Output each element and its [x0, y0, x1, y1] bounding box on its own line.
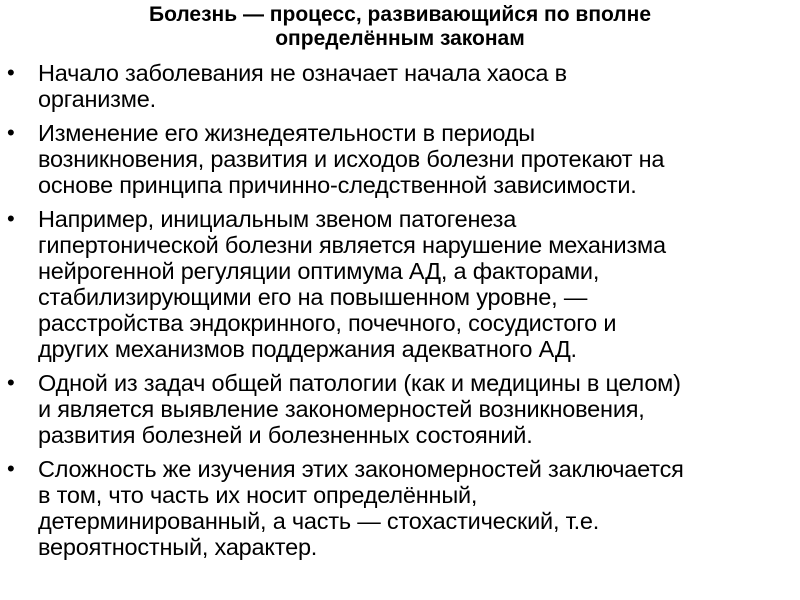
bullet-item: [0, 60, 800, 112]
slide-title: [40, 3, 760, 51]
bullet-text-line: расстройства эндокринного, почечного, сосудистого и: [38, 310, 617, 336]
bullet-text-line: Например, инициальным звеном патогенеза: [38, 206, 517, 232]
bullet-text-line: Одной из задач общей патологии (как и медицины в целом): [38, 370, 681, 396]
bullet-text-line: и является выявление закономерностей возникновения,: [38, 396, 645, 422]
bullet-list: [0, 60, 800, 568]
bullet-item: [0, 370, 800, 448]
bullet-text-line: основе принципа причинно-следственной зависимости.: [38, 172, 637, 198]
bullet-item: [0, 206, 800, 362]
bullet-dot-icon: •: [7, 370, 15, 395]
bullet-dot-icon: •: [7, 456, 15, 481]
bullet-text-line: гипертонической болезни является нарушение механизма: [38, 232, 666, 258]
bullet-dot-icon: •: [7, 206, 15, 231]
bullet-text-line: других механизмов поддержания адекватного АД.: [38, 336, 577, 362]
bullet-text-line: нейрогенной регуляции оптимума АД, а факторами,: [38, 258, 600, 284]
bullet-dot-icon: •: [7, 60, 15, 85]
bullet-text-line: в том, что часть их носит определённый,: [38, 482, 478, 508]
bullet-text-line: стабилизирующими его на повышенном уровне, —: [38, 284, 588, 310]
bullet-text-line: детерминированный, а часть — стохастический, т.е.: [38, 508, 600, 534]
bullet-text-line: Сложность же изучения этих закономерностей заключается: [38, 456, 684, 482]
bullet-text-line: Начало заболевания не означает начала хаоса в: [38, 60, 567, 86]
bullet-text-line: возникновения, развития и исходов болезни протекают на: [38, 146, 665, 172]
bullet-item: [0, 456, 800, 560]
bullet-text-line: Изменение его жизнедеятельности в периоды: [38, 120, 535, 146]
title-line: определённым законам: [275, 27, 525, 50]
bullet-text-line: организме.: [38, 86, 156, 112]
bullet-text-line: развития болезней и болезненных состояний.: [38, 422, 533, 448]
title-line: Болезнь — процесс, развивающийся по вполне: [148, 3, 652, 26]
bullet-dot-icon: •: [7, 120, 15, 145]
bullet-text-line: вероятностный, характер.: [38, 534, 318, 560]
bullet-item: [0, 120, 800, 198]
